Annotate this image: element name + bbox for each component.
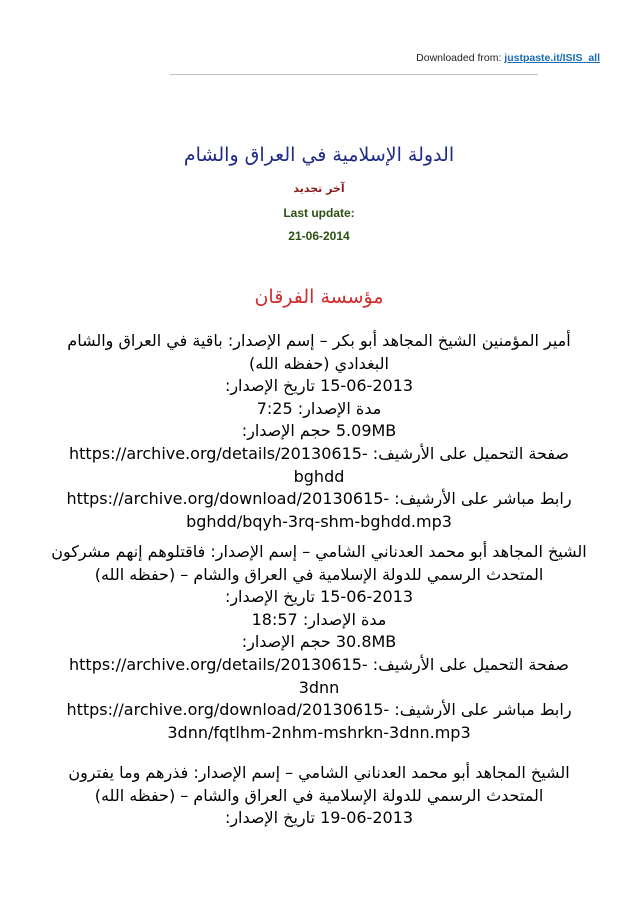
archive-page-url-cont[interactable]: bghdd xyxy=(293,466,345,486)
release-title-cont: المتحدث الرسمي للدولة الإسلامية في العراق والشام – (حفظه الله) xyxy=(94,785,544,805)
release-title-cont: المتحدث الرسمي للدولة الإسلامية في العراق والشام – (حفظه الله) xyxy=(94,564,544,584)
release-duration: مدة الإصدار: 7:25 xyxy=(256,398,382,418)
last-update-arabic: آخر تجديد xyxy=(293,182,345,195)
release-title: أمير المؤمنين الشيخ المجاهد أبو بكر – إسم الإصدار: باقية في العراق والشام xyxy=(67,331,571,350)
release-entry xyxy=(30,541,608,744)
release-title-cont: البغدادي (حفظه الله) xyxy=(249,353,389,373)
release-date: 19-06-2013 تاريخ الإصدار: xyxy=(224,808,414,828)
last-update-date: 21-06-2014 xyxy=(288,229,350,243)
direct-link-row xyxy=(30,699,608,722)
release-title: الشيخ المجاهد أبو محمد العدناني الشامي – إسم الإصدار: فذرهم وما يفترون xyxy=(68,763,570,782)
release-date: 15-06-2013 تاريخ الإصدار: xyxy=(224,376,414,396)
release-entry xyxy=(30,330,608,533)
direct-link-url[interactable]: https://archive.org/download/20130615- xyxy=(66,489,390,509)
archive-page-url-cont[interactable]: 3dnn xyxy=(298,677,340,697)
archive-page-label: صفحة التحميل على الأرشيف: xyxy=(372,443,569,463)
release-size: 30.8MB حجم الإصدار: xyxy=(241,632,397,652)
document-title: الدولة الإسلامية في العراق والشام xyxy=(183,144,455,166)
archive-page-row xyxy=(30,443,608,466)
source-link[interactable]: justpaste.it/ISIS_all xyxy=(504,52,600,64)
direct-link-label: رابط مباشر على الأرشيف: xyxy=(394,489,572,509)
release-size: 5.09MB حجم الإصدار: xyxy=(241,421,397,441)
archive-page-url[interactable]: https://archive.org/details/20130615- xyxy=(69,443,368,463)
last-update-label: Last update: xyxy=(283,206,355,220)
direct-link-row xyxy=(30,488,608,511)
archive-page-row xyxy=(30,654,608,677)
direct-link-label: رابط مباشر على الأرشيف: xyxy=(394,700,572,720)
direct-link-url[interactable]: https://archive.org/download/20130615- xyxy=(66,700,390,720)
archive-page-label: صفحة التحميل على الأرشيف: xyxy=(372,654,569,674)
download-notice-prefix: Downloaded from: xyxy=(416,52,502,64)
release-title: الشيخ المجاهد أبو محمد العدناني الشامي – إسم الإصدار: فاقتلوهم إنهم مشركون xyxy=(51,542,587,561)
direct-link-url-cont[interactable]: bghdd/bqyh-3rq-shm-bghdd.mp3 xyxy=(186,511,452,531)
direct-link-url-cont[interactable]: 3dnn/fqtlhm-2nhm-mshrkn-3dnn.mp3 xyxy=(167,722,471,742)
archive-page-url[interactable]: https://archive.org/details/20130615- xyxy=(69,654,368,674)
release-date: 15-06-2013 تاريخ الإصدار: xyxy=(224,587,414,607)
header-divider xyxy=(170,74,538,75)
release-duration: مدة الإصدار: 18:57 xyxy=(251,609,387,629)
publisher-heading: مؤسسة الفرقان xyxy=(254,286,384,308)
release-entry xyxy=(30,762,608,830)
download-notice xyxy=(0,52,600,64)
